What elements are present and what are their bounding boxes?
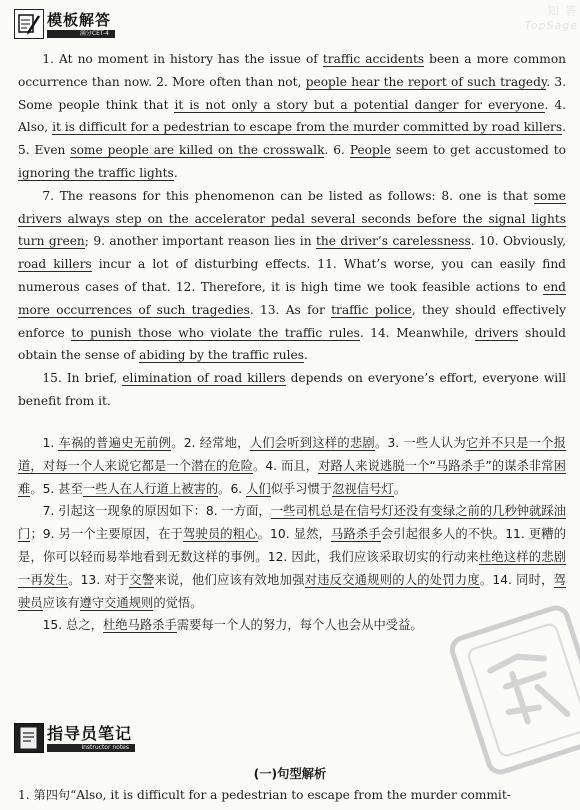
text-segment: 会引起很多人的不快。11. 更糟的是，你可以轻而易举地看到无数这样的事例。12. 因此，我们应该采取切实的行动来: [18, 527, 566, 564]
text-segment: 应该有: [42, 595, 80, 610]
text-segment: 。6.: [218, 481, 247, 496]
section-header-label: 模板解答: [47, 10, 112, 29]
underlined-phrase: road killers: [18, 257, 92, 272]
text-segment: 1. At no moment in history has the issue of: [42, 52, 323, 66]
text-segment: . 3. Some people think that: [18, 74, 566, 112]
text-segment: seem to get accustomed to: [390, 143, 566, 158]
text-segment: . 4. Also,: [18, 97, 566, 135]
underlined-phrase: people hear the report of such tragedy: [305, 74, 547, 89]
underlined-phrase: 对违反交通规则的人的处罚力度: [304, 572, 480, 587]
subsection-title: (一)句型解析: [253, 767, 327, 781]
text-segment: 。13. 对于: [68, 572, 130, 587]
underlined-phrase: the driver’s carelessness: [316, 234, 471, 249]
paragraph: [18, 367, 566, 413]
underlined-phrase: 驾驶员的粗心: [182, 527, 258, 542]
paragraph: [18, 500, 566, 614]
underlined-phrase: 马路杀手: [331, 527, 381, 542]
section-header-sublabel: Instructor notes: [47, 744, 135, 752]
section-header-instructor-notes: [14, 722, 135, 754]
text-segment: .: [304, 348, 308, 363]
underlined-phrase: some drivers always step on the accelerator pedal several seconds before the signal lights turn green: [18, 188, 566, 249]
text-segment: should obtain the sense of: [18, 325, 566, 363]
underlined-phrase: elimination of road killers: [122, 371, 286, 386]
text-segment: 7. 引起这一现象的原因如下：8. 一方面，: [42, 504, 271, 519]
underlined-phrase: 遵守交通规则: [79, 595, 154, 610]
underlined-phrase: 杜绝马路杀手: [102, 618, 177, 633]
section-header-sublabel: 满分CET-4: [47, 30, 115, 38]
underlined-phrase: traffic police: [331, 302, 412, 317]
text-segment: 。10. 显然，: [257, 527, 331, 542]
underlined-phrase: abiding by the traffic rules: [139, 348, 305, 363]
text-segment: incur a lot of disturbing effects. 11. What’s worse, you can easily find numerous cases of that. 12. Therefore, it is high time we took feasible actions to: [18, 257, 566, 294]
watermark-line-1: 知 答: [547, 4, 578, 18]
underlined-phrase: 人们: [246, 481, 271, 496]
underlined-phrase: it is difficult for a pedestrian to escape from the murder committed by road killers: [52, 120, 563, 135]
text-segment: 15. In brief,: [42, 371, 123, 386]
section-header-label: 指导员笔记: [47, 723, 133, 743]
text-segment: been a more common occurrence than now. 2. More often than not,: [18, 52, 567, 89]
underlined-phrase: 人们会听到这样的悲剧: [249, 436, 375, 450]
english-passage: [18, 48, 566, 413]
underlined-phrase: 一些人在人行道上被害的: [82, 481, 219, 496]
underlined-phrase: 对路人来说逃脱一个“马路杀手”的谋杀非常困难: [18, 458, 566, 496]
paragraph: [18, 185, 566, 367]
notes-icon: [14, 723, 44, 753]
text-segment: 需要每一个人的努力，每个人也会从中受益。: [176, 618, 423, 633]
watermark-line-2: TopSage: [524, 19, 578, 32]
text-segment: 。3. 一些人认为: [374, 436, 466, 450]
text-segment: 7. The reasons for this phenomenon can be listed as follows: 8. one is that: [42, 188, 534, 203]
underlined-phrase: 一些司机总是在信号灯还没有变绿之前的几秒钟就踩油门: [18, 504, 566, 542]
paragraph: [18, 48, 566, 185]
text-segment: .: [173, 165, 178, 180]
text-segment: 。5. 甚至: [30, 481, 83, 496]
text-segment: 。14. 同时，: [479, 572, 554, 587]
text-segment: 。4. 而且，: [252, 458, 319, 473]
underlined-phrase: traffic accidents: [322, 52, 425, 66]
text-segment: . 6.: [324, 143, 350, 158]
paragraph: [18, 432, 566, 500]
text-segment: depends on everyone’s effort, everyone will benefit from it.: [18, 371, 566, 408]
underlined-phrase: 驾驶员: [18, 572, 566, 610]
underlined-phrase: 杜绝这样的悲剧一再发生: [18, 549, 566, 587]
text-segment: 的觉悟。: [153, 595, 203, 610]
underlined-phrase: People: [349, 143, 391, 158]
underlined-phrase: 它并不只是一个报道，对每一个人来说它都是一个潜在的危险: [18, 436, 566, 473]
underlined-phrase: end more occurrences of such tragedies: [18, 279, 566, 317]
text-segment: . 13. As for: [249, 302, 332, 317]
text-segment: 。2. 经常地，: [171, 436, 250, 450]
underlined-phrase: it is not only a story but a potential danger for everyone: [174, 97, 545, 112]
chinese-translation: [18, 432, 566, 637]
underlined-phrase: ignoring the traffic lights: [18, 165, 174, 180]
text-segment: , they should effectively enforce: [18, 302, 567, 340]
text-segment: 。: [393, 481, 407, 496]
text-segment: 1.: [42, 436, 59, 450]
text-segment: 15. 总之，: [42, 618, 103, 633]
text-segment: . 10. Obviously,: [470, 234, 566, 249]
text-segment: 来说，他们应该有效地加强: [154, 572, 305, 587]
text-segment: ；9. 另一个主要原因，在于: [30, 527, 183, 542]
notebook-pen-icon: [14, 9, 44, 39]
watermark: [524, 2, 578, 32]
underlined-phrase: 忽视信号灯: [332, 481, 394, 496]
text-segment: . 5. Even: [18, 120, 567, 158]
text-segment: 似乎习惯于: [270, 481, 333, 496]
underlined-phrase: some people are killed on the crosswalk: [70, 143, 325, 158]
text-segment: ; 9. another important reason lies in: [84, 234, 317, 249]
section-header-model-answer: [14, 8, 115, 40]
underlined-phrase: 交警: [129, 572, 155, 587]
underlined-phrase: to punish those who violate the traffic rules: [71, 325, 360, 340]
underlined-phrase: drivers: [474, 325, 519, 340]
underlined-phrase: 车祸的普遍史无前例: [58, 436, 172, 450]
analysis-first-line: 1. 第四句“Also, it is difficult for a pedestrian to escape from the murder commit-: [18, 788, 511, 802]
text-segment: . 14. Meanwhile,: [359, 325, 475, 340]
